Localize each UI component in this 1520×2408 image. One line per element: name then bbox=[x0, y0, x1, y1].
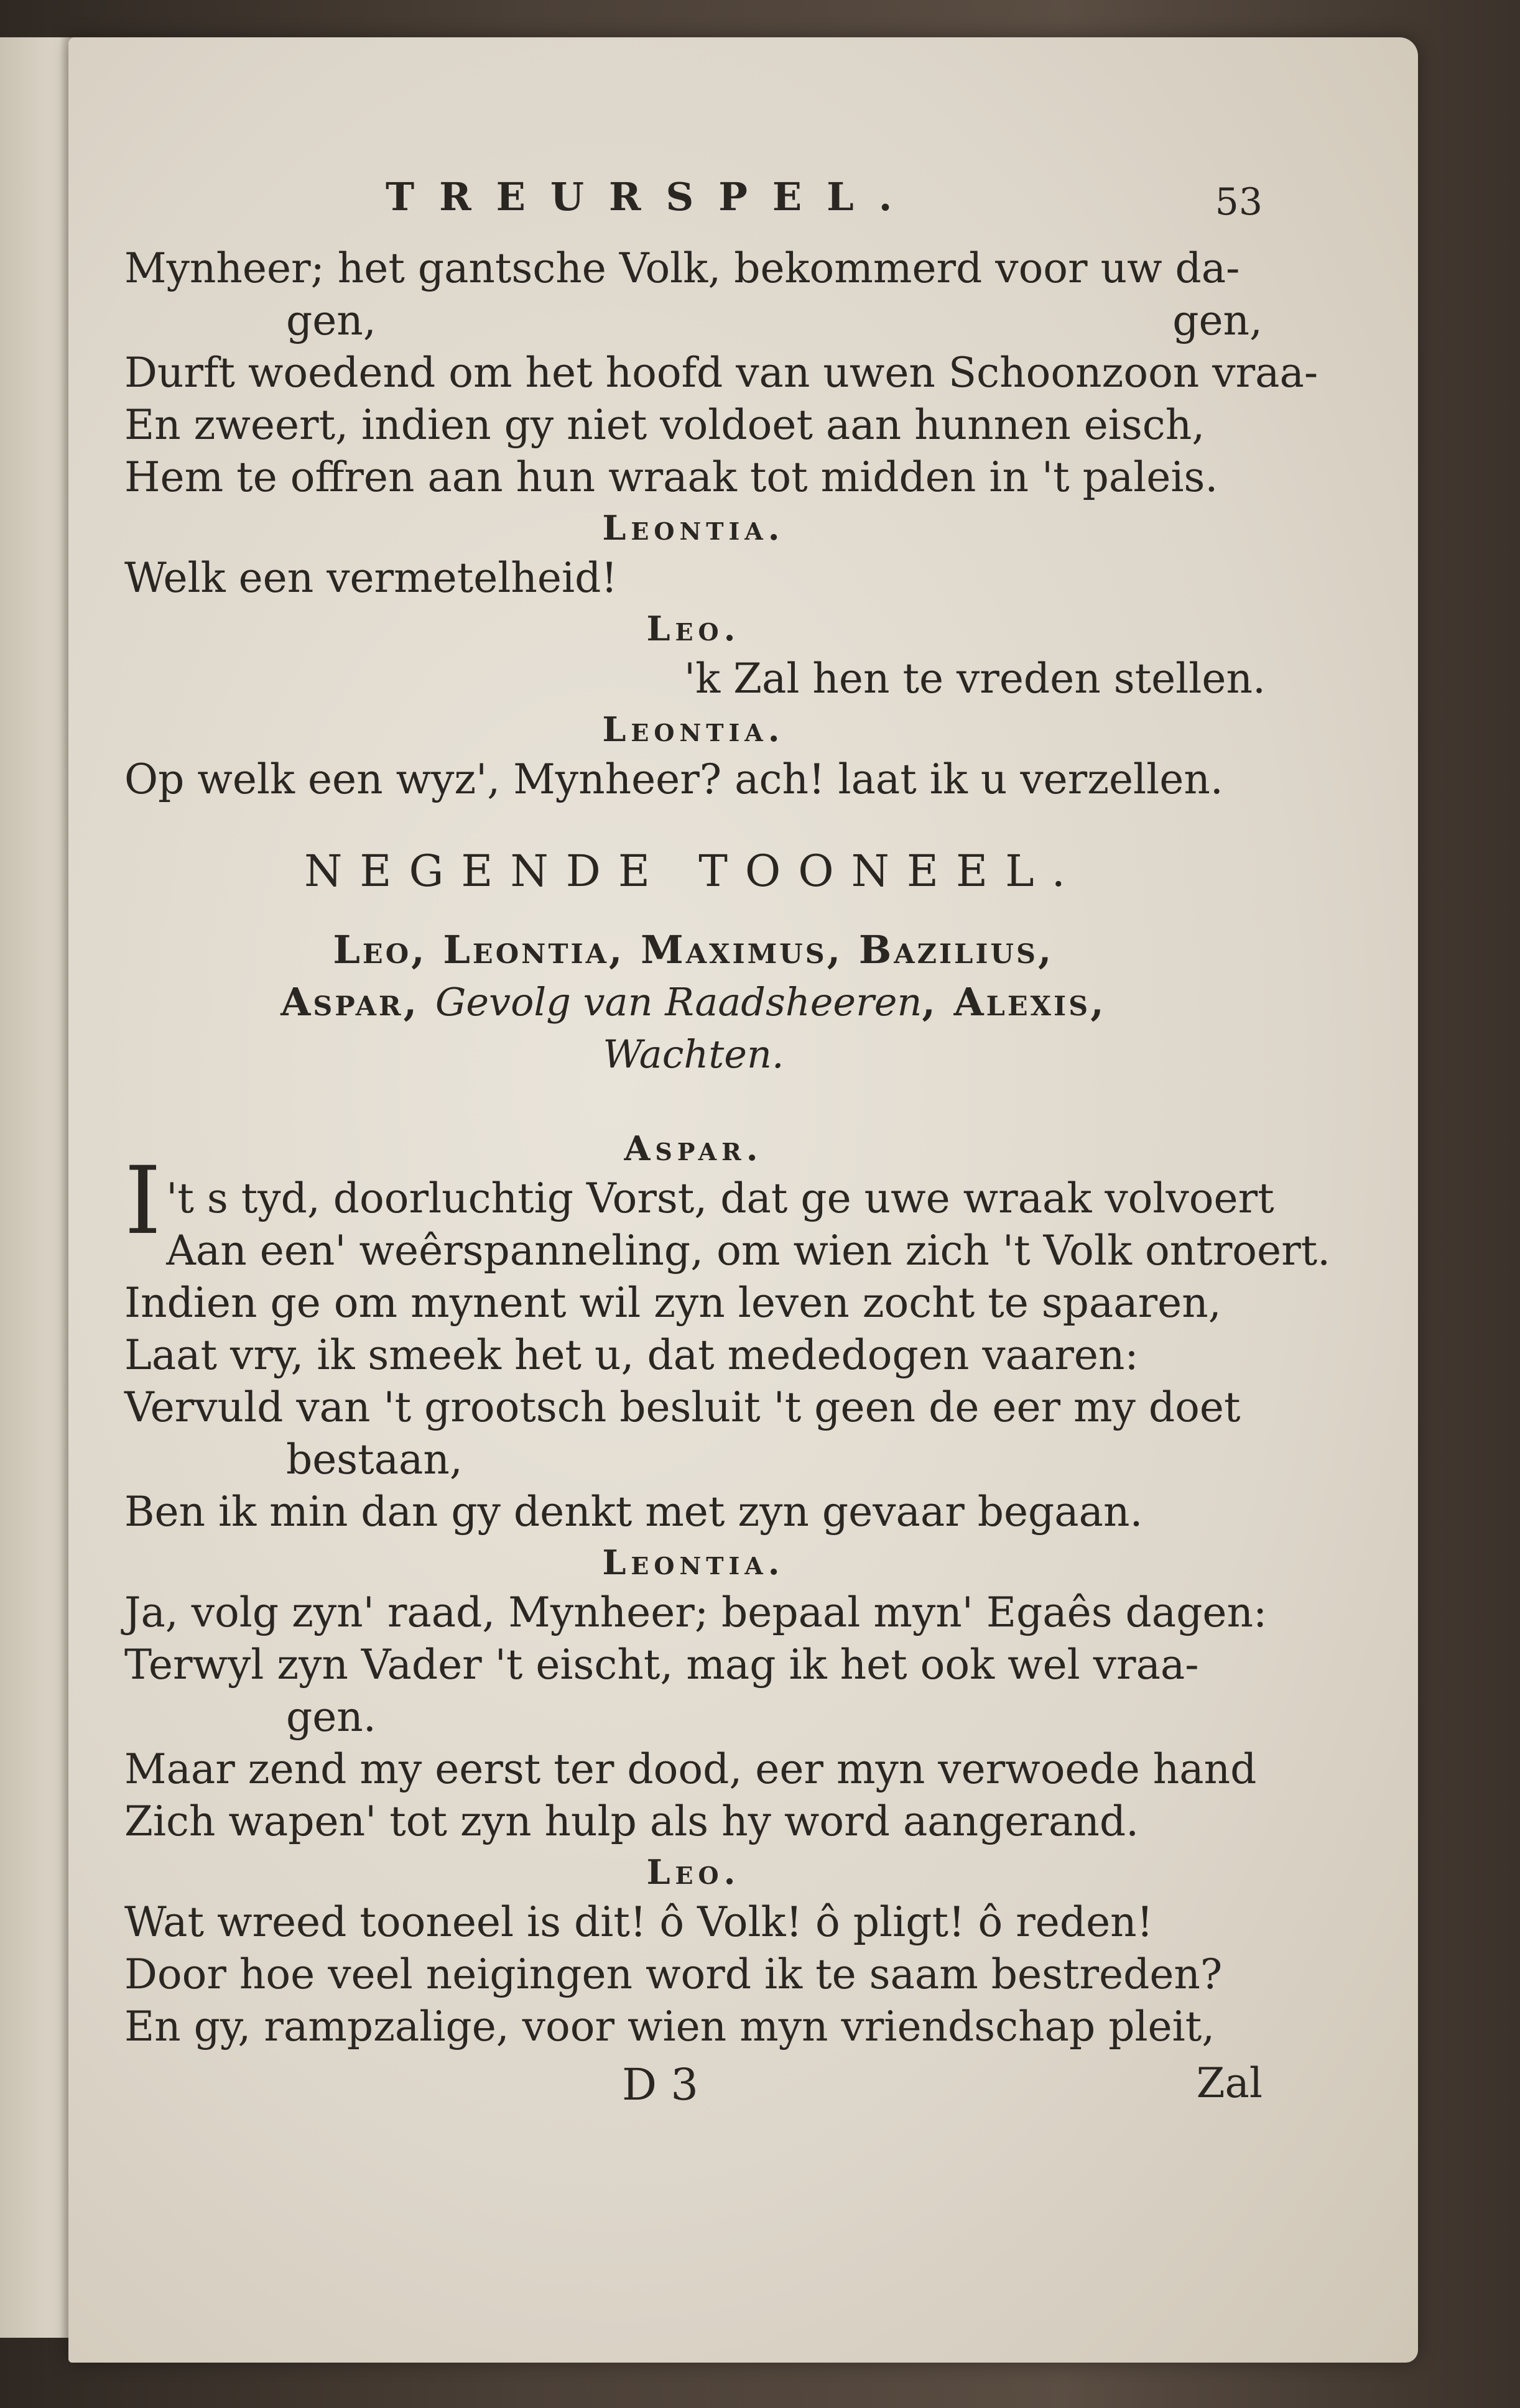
verse-line: Indien ge om mynent wil zyn leven zocht te spaaren, bbox=[124, 1279, 1221, 1327]
speaker-name: Leontia. bbox=[602, 709, 785, 749]
verse-line: Ben ik min dan gy denkt met zyn gevaar begaan. bbox=[124, 1488, 1143, 1536]
catchword: Zal bbox=[1196, 2059, 1263, 2107]
verse-line: Wat wreed tooneel is dit! ô Volk! ô pligt! ô reden! bbox=[124, 1898, 1154, 1946]
speaker-name: Leontia. bbox=[602, 1543, 785, 1582]
verse-line: Door hoe veel neigingen word ik te saam bestreden? bbox=[124, 1950, 1223, 1998]
page-footer bbox=[124, 2059, 1263, 2121]
verse-line: Durft woedend om het hoofd van uwen Schoonzoon vraa- bbox=[124, 349, 1318, 397]
verse-line: Mynheer; het gantsche Volk, bekommerd voor uw da- bbox=[124, 244, 1240, 292]
drop-cap: I bbox=[124, 1147, 162, 1255]
cast-line: Leo, Leontia, Maximus, Bazilius, bbox=[333, 927, 1054, 972]
verse-line: Zich wapen' tot zyn hulp als hy word aangerand. bbox=[124, 1797, 1139, 1845]
speaker-name: Leo. bbox=[646, 609, 741, 648]
verse-line: I 't s tyd, doorluchtig Vorst, dat ge uwe wraak volvoert bbox=[124, 1147, 1274, 1255]
speaker-name: Leo. bbox=[646, 1852, 741, 1892]
signature-mark: D 3 bbox=[622, 2059, 698, 2110]
book-page bbox=[68, 37, 1418, 2363]
verse-line: bestaan, bbox=[286, 1436, 463, 1483]
speaker-name: Leontia. bbox=[602, 508, 785, 548]
verse-line: 'k Zal hen te vreden stellen. bbox=[684, 655, 1266, 703]
verse-line: Hem te offren aan hun wraak tot midden in 't paleis. bbox=[124, 453, 1218, 501]
verse-line-split: gen, gen, bbox=[286, 297, 1263, 344]
page-text-block bbox=[124, 174, 1331, 2121]
facing-page-edge bbox=[0, 37, 76, 2338]
cast-line: Wachten. bbox=[603, 1031, 784, 1077]
cast-list bbox=[124, 924, 1263, 1081]
page-header bbox=[124, 174, 1263, 242]
verse-line: Terwyl zyn Vader 't eischt, mag ik het ook wel vraa- bbox=[124, 1641, 1199, 1689]
verse-line: Laat vry, ik smeek het u, dat mededogen vaaren: bbox=[124, 1331, 1139, 1379]
verse-line: Maar zend my eerst ter dood, eer myn verwoede hand bbox=[124, 1745, 1257, 1793]
scene-title: NEGENDE TOONEEL. bbox=[304, 846, 1083, 897]
verse-line: Ja, volg zyn' raad, Mynheer; bepaal myn' Egaês dagen: bbox=[124, 1589, 1267, 1636]
speaker-name: Aspar. bbox=[624, 1128, 763, 1168]
verse-line: En gy, rampzalige, voor wien myn vriendschap pleit, bbox=[124, 2003, 1215, 2050]
verse-line: Op welk een wyz', Mynheer? ach! laat ik u verzellen. bbox=[124, 755, 1223, 803]
verse-line: Aan een' weêrspanneling, om wien zich 't Volk ontroert. bbox=[166, 1227, 1331, 1275]
verse-line: Vervuld van 't grootsch besluit 't geen de eer my doet bbox=[124, 1383, 1241, 1431]
running-title: TREURSPEL. bbox=[386, 174, 917, 219]
cast-line: Aspar, Gevolg van Raadsheeren, Alexis, bbox=[280, 979, 1106, 1025]
verse-line: En zweert, indien gy niet voldoet aan hunnen eisch, bbox=[124, 401, 1205, 449]
page-number: 53 bbox=[1215, 180, 1263, 224]
verse-line: Welk een vermetelheid! bbox=[124, 554, 618, 602]
verse-line: gen. bbox=[286, 1693, 376, 1741]
